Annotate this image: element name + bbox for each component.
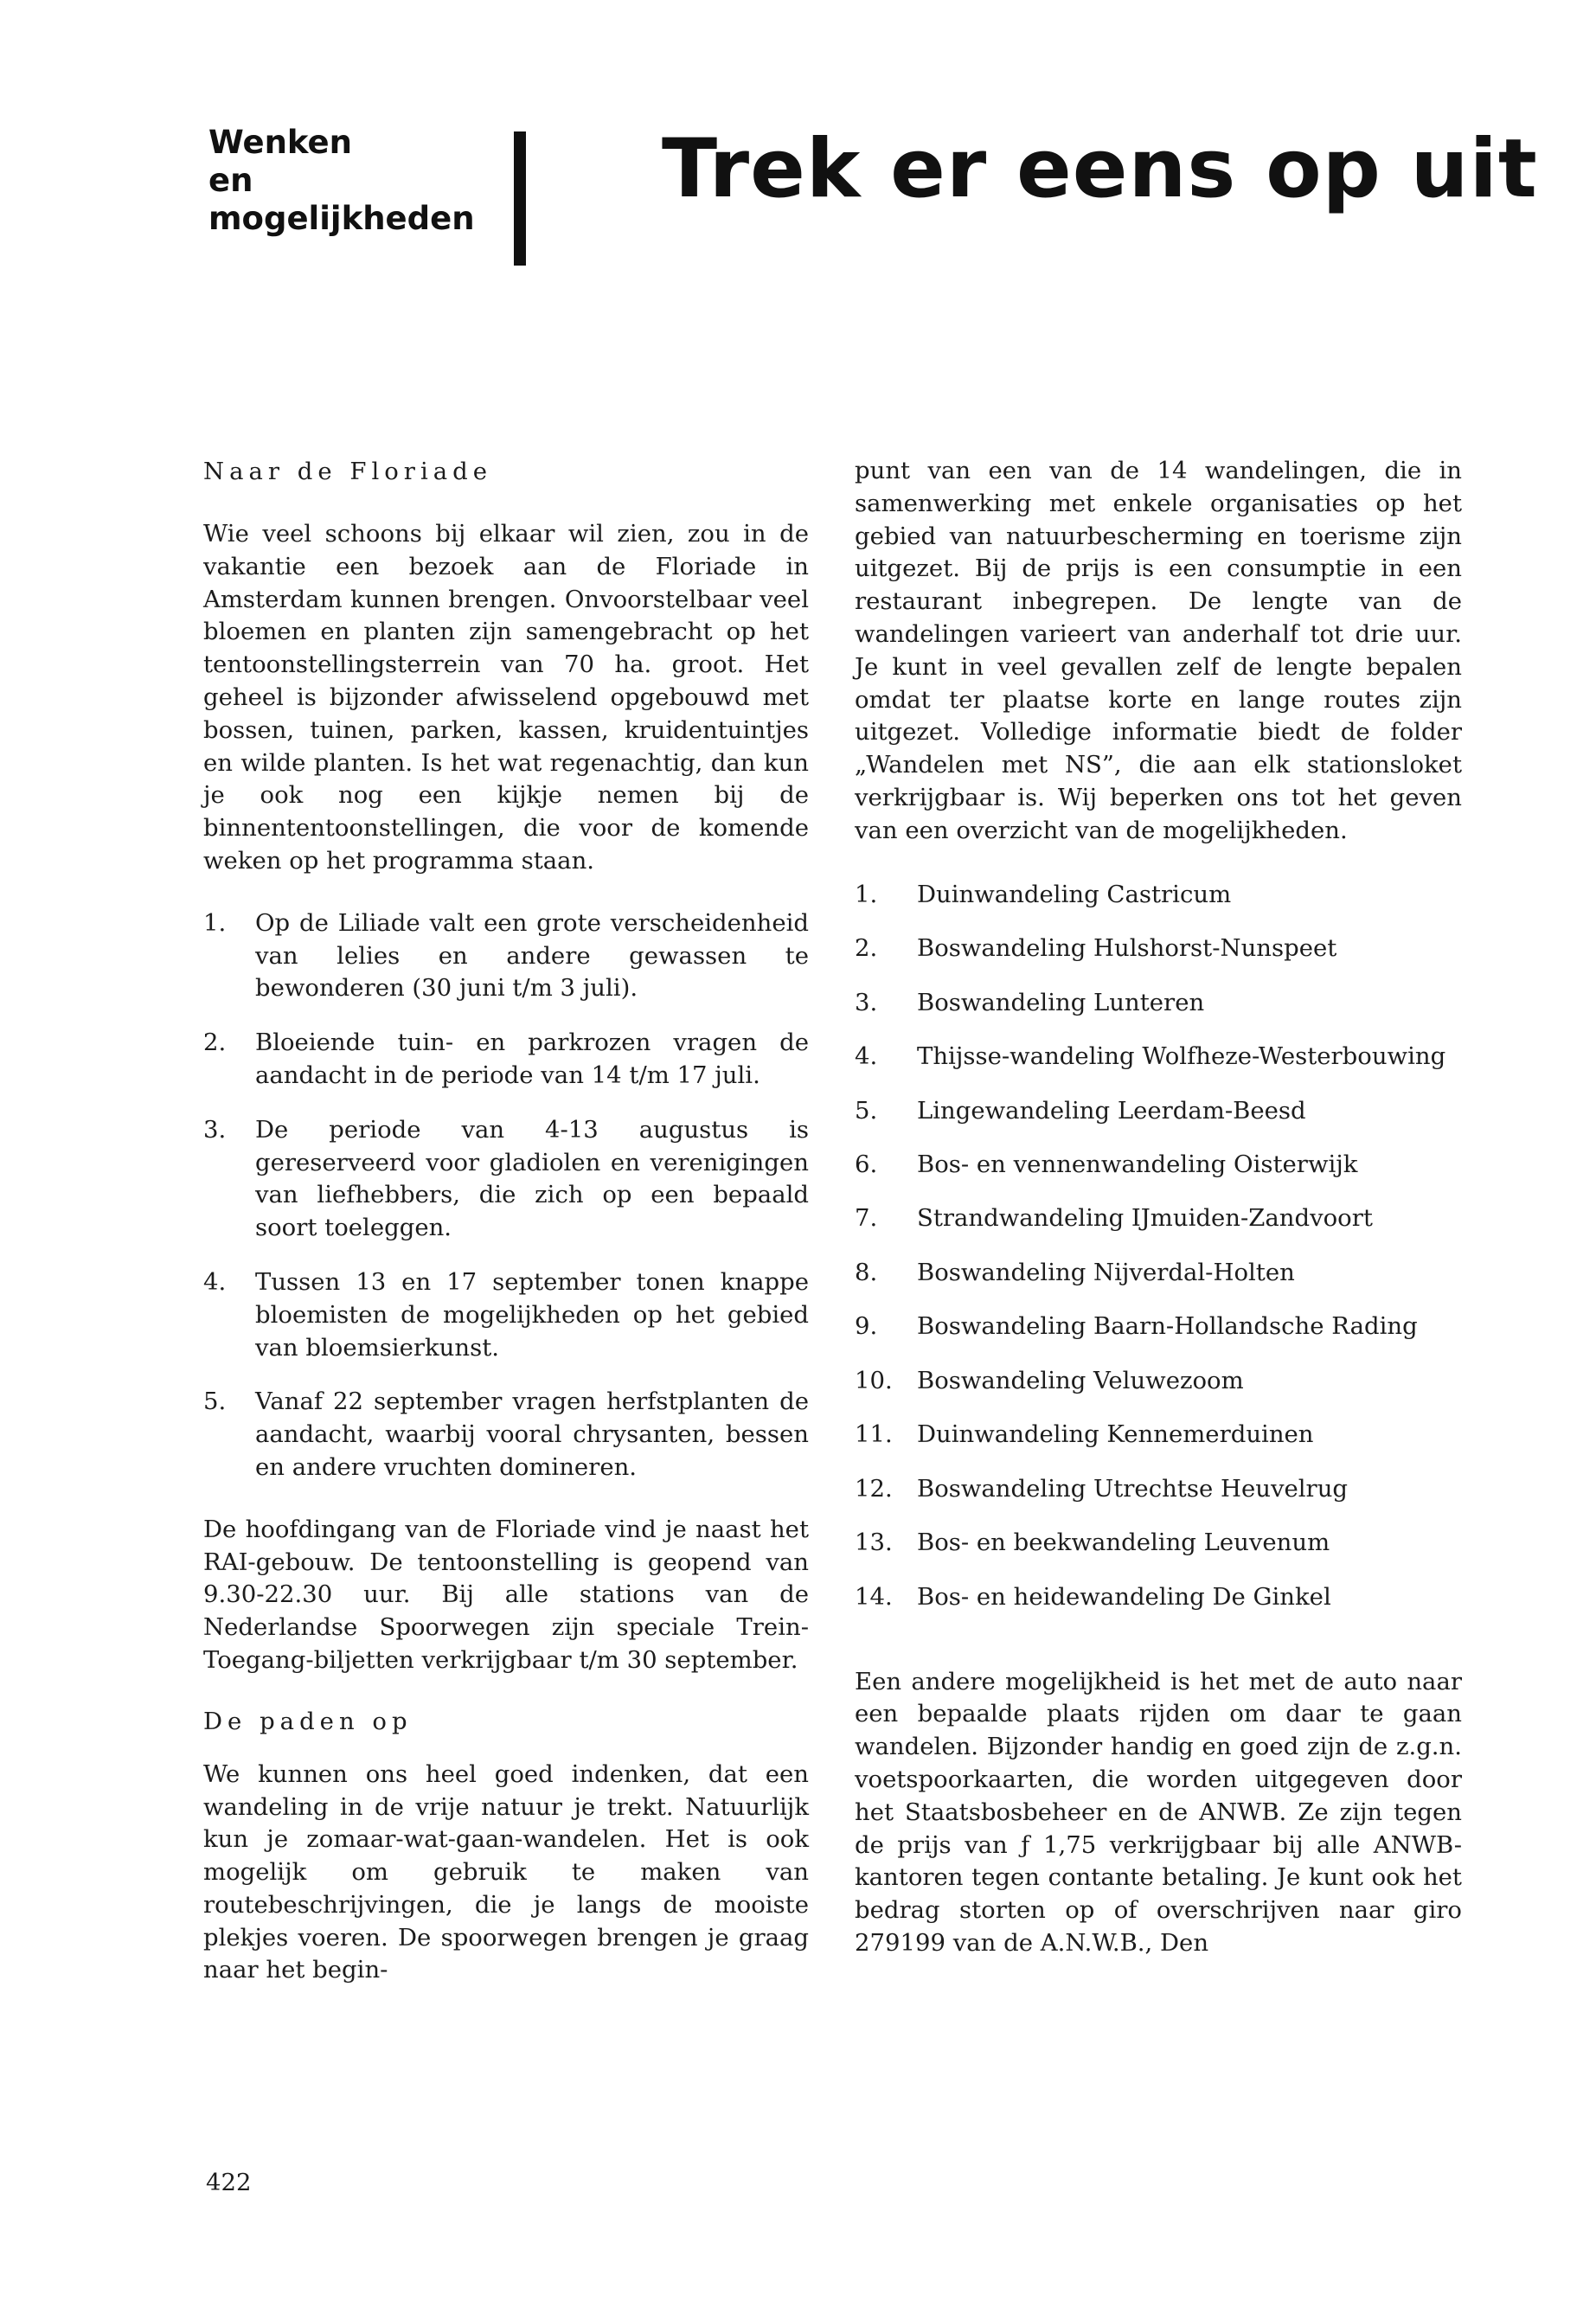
section-heading-paths: De paden op [203,1707,413,1735]
list-text: Bos- en beekwandeling Leuvenum [917,1529,1330,1557]
left-column [203,455,809,1987]
list-text: Bloeiende tuin- en parkrozen vragen de aandacht in de periode van 14 t/m 17 juli. [255,1029,809,1089]
list-item [855,987,1462,1020]
list-item [855,1149,1462,1182]
list-number: 3. [203,1115,227,1144]
list-number: 8. [855,1258,878,1286]
right-column [855,455,1462,1960]
list-text: Strandwandeling IJmuiden-Zandvoort [917,1204,1373,1233]
article-title: Trek er eens op uit [662,122,1538,216]
list-text: Boswandeling Veluwezoom [917,1366,1244,1394]
list-text: Duinwandeling Kennemerduinen [917,1420,1314,1449]
list-item [855,933,1462,965]
list-text: Op de Liliade valt een grote verscheidenheid van lelies en andere gewassen te bewonderen (30 juni t/m 3 juli). [255,908,809,1003]
list-text: Lingewandeling Leerdam-Beesd [917,1096,1306,1125]
list-number: 9. [855,1312,878,1341]
list-number: 1. [203,908,227,937]
list-text: Boswandeling Baarn-Hollandsche Rading [917,1312,1418,1341]
walking-routes-list [855,879,1462,1614]
list-item [855,1041,1462,1074]
list-number: 4. [203,1267,227,1296]
list-text: Bos- en vennenwandeling Oisterwijk [917,1150,1358,1178]
vertical-rule [514,131,526,266]
list-item [855,1581,1462,1614]
list-number: 11. [855,1420,893,1449]
car-option-paragraph: Een andere mogelijkheid is het met de auto naar een bepaalde plaats rijden om daar te gaan wandelen. Bijzonder handig en goed zijn de z.g.n. voetspoorkaarten, die worden uitgegeven door het Staatsbosbeheer en de ANWB. Ze zijn tegen de prijs van ƒ 1,75 verkrijgbaar bij alle ANWB-kantoren tegen contante betaling. Je kunt ook het bedrag storten op of overschrijven naar giro 279199 van de A.N.W.B., Den [855,1667,1462,1958]
list-item [855,1419,1462,1452]
list-number: 3. [855,988,878,1016]
list-number: 5. [203,1388,227,1416]
list-number: 1. [855,880,878,908]
list-text: Vanaf 22 september vragen herfstplanten de aandacht, waarbij vooral chrysanten, bessen en andere vruchten domineren. [255,1388,809,1481]
list-item [855,1095,1462,1128]
list-text: Boswandeling Lunteren [917,988,1205,1016]
list-text: Boswandeling Utrechtse Heuvelrug [917,1474,1349,1503]
list-item [855,1527,1462,1560]
list-item [203,907,809,1005]
list-number: 2. [203,1029,227,1057]
list-number: 5. [855,1096,878,1125]
list-text: Tussen 13 en 17 september tonen knappe bloemisten de mogelijkheden op het gebied van bloemsierkunst. [255,1267,809,1362]
list-item [855,1257,1462,1290]
list-item [855,879,1462,912]
list-item [203,1114,809,1245]
list-item [855,1365,1462,1398]
list-number: 4. [855,1042,878,1071]
entrance-paragraph: De hoofdingang van de Floriade vind je naast het RAI-gebouw. De tentoonstelling is geopend van 9.30-22.30 uur. Bij alle stations van de Nederlandse Spoorwegen zijn speciale Trein-Toegang-biljetten verkrijgbaar t/m 30 september. [203,1515,809,1674]
list-number: 13. [855,1529,893,1557]
continuation-paragraph: punt van een van de 14 wandelingen, die in samenwerking met enkele organisaties op het gebied van natuurbescherming en toerisme zijn uitgezet. Bij de prijs is een consumptie in een restaurant inbegrepen. De lengte van de wandelingen varieert van anderhalf tot drie uur. Je kunt in veel gevallen zelf de lengte bepalen omdat ter plaatse korte en lange routes zijn uitgezet. Volledige informatie biedt de folder „Wandelen met NS”, die aan elk stationsloket verkrijgbaar is. Wij beperken ons tot het geven van een overzicht van de mogelijkheden. [855,457,1462,844]
list-text: Boswandeling Nijverdal-Holten [917,1258,1295,1286]
section-kicker [208,124,475,238]
list-number: 7. [855,1204,878,1233]
list-item [203,1266,809,1364]
list-item [855,1473,1462,1506]
floriade-schedule-list [203,907,809,1484]
list-number: 12. [855,1474,893,1503]
list-number: 2. [855,934,878,963]
list-text: Bos- en heidewandeling De Ginkel [917,1582,1331,1611]
page-number: 422 [206,2169,252,2196]
paths-paragraph: We kunnen ons heel goed indenken, dat een wandeling in de vrije natuur je trekt. Natuurlijk kun je zomaar-wat-gaan-wandelen. Het is ook mogelijk om gebruik te maken van routebeschrijvingen, die je langs de mooiste plekjes voeren. De spoorwegen brengen je graag naar het begin- [203,1759,809,1984]
list-item [203,1386,809,1484]
list-item [855,1311,1462,1343]
kicker-line-2: en [208,162,253,199]
kicker-line-1: Wenken [208,124,352,161]
list-item [203,1027,809,1093]
list-number: 10. [855,1366,893,1394]
list-number: 14. [855,1582,893,1611]
list-text: Boswandeling Hulshorst-Nunspeet [917,934,1337,963]
list-text: Duinwandeling Castricum [917,880,1232,908]
list-number: 6. [855,1150,878,1178]
kicker-line-3: mogelijkheden [208,200,475,237]
list-text: De periode van 4-13 augustus is gereserveerd voor gladiolen en verenigingen van liefhebbers, die zich op een bepaald soort toeleggen. [255,1115,809,1242]
list-item [855,1202,1462,1235]
intro-paragraph: Wie veel schoons bij elkaar wil zien, zou in de vakantie een bezoek aan de Floriade in Amsterdam kunnen brengen. Onvoorstelbaar veel bloemen en planten zijn samengebracht op het tentoonstellingsterrein van 70 ha. groot. Het geheel is bijzonder afwisselend opgebouwd met bossen, tuinen, parken, kassen, kruidentuintjes en wilde planten. Is het wat regenachtig, dan kun je ook nog een kijkje nemen bij de binnententoonstellingen, die voor de komende weken op het programma staan. [203,520,809,875]
list-text: Thijsse-wandeling Wolfheze-Westerbouwing [917,1042,1446,1071]
section-heading-floriade: Naar de Floriade [203,458,493,485]
